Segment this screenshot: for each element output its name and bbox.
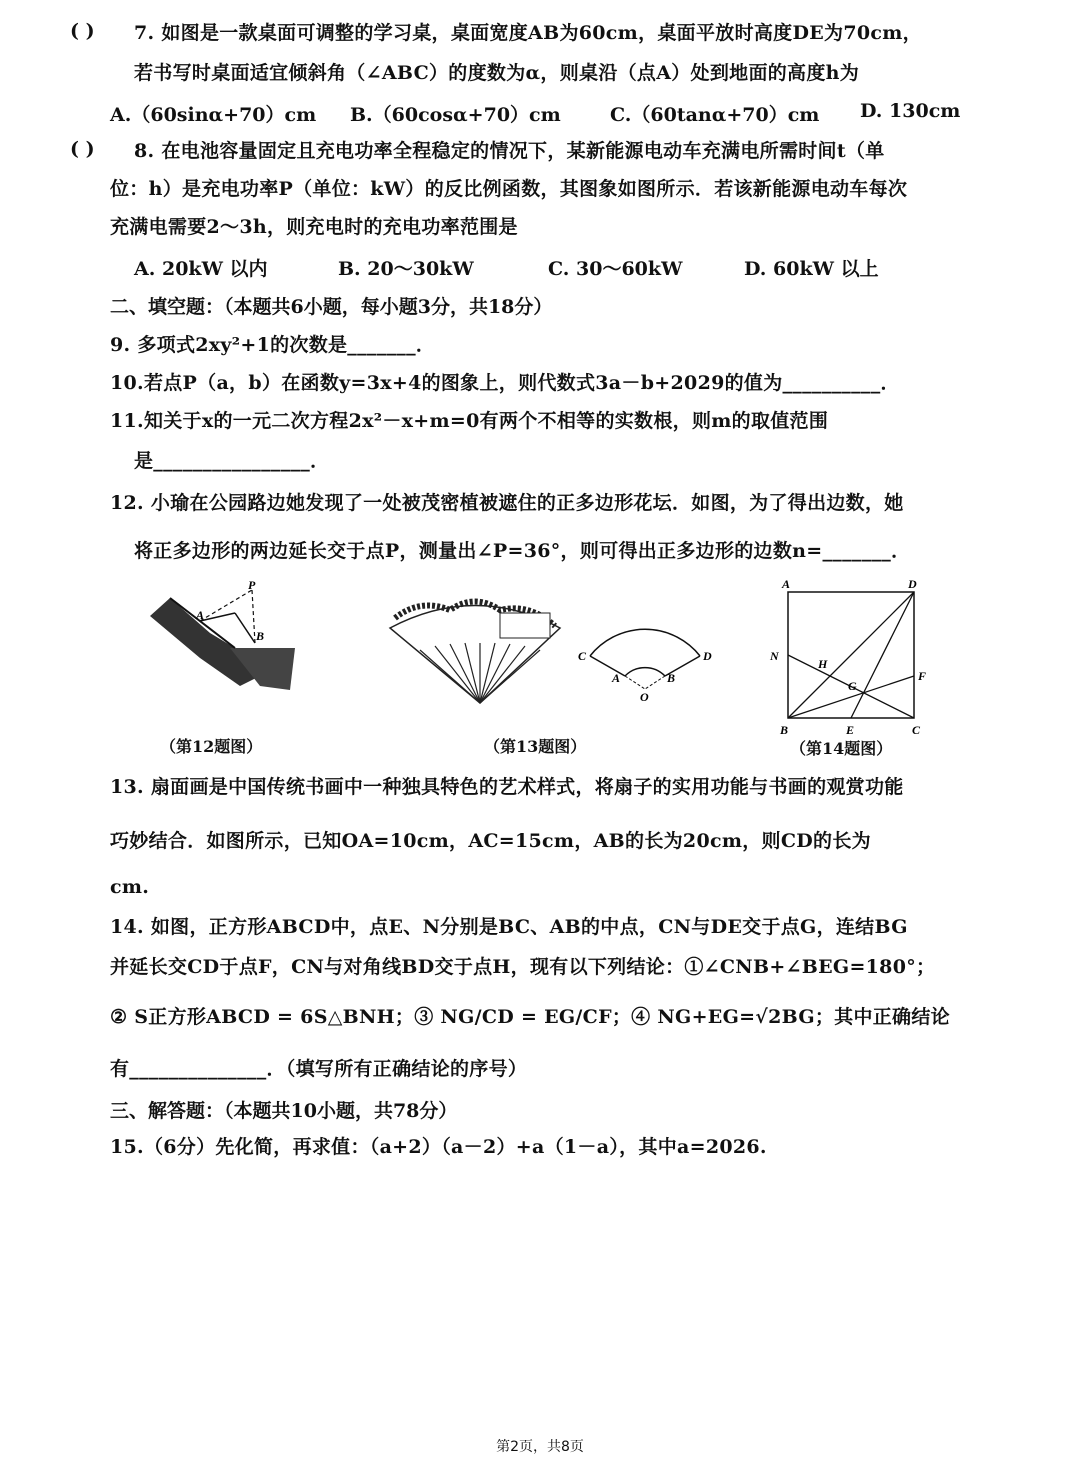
q8-option-a: A. 20kW 以内	[134, 258, 268, 280]
q11-line2: 是________________．	[134, 450, 330, 472]
q8-line3: 充满电需要2～3h，则充电时的充电功率范围是	[110, 216, 518, 238]
q7-line2: 若书写时桌面适宜倾斜角（∠ABC）的度数为α，则桌沿（点A）处到地面的高度h为	[134, 62, 860, 84]
q14-line3: ② S正方形ABCD = 6S△BNH；③ NG/CD = EG/CF；④ NG+EG=√2BG；其中正确结论	[110, 1006, 950, 1028]
q15-text: 15.（6分）先化简，再求值：（a+2）（a－2）+a（1－a），其中a=2026.	[110, 1136, 767, 1158]
fig13-label-o: O	[640, 690, 649, 704]
fig12-hedge-left	[150, 598, 260, 686]
fig13-label-c: C	[578, 649, 587, 663]
fig14-label-d: D	[908, 577, 917, 591]
fig14-label-f: F	[918, 669, 927, 683]
q7-option-a: A.（60sinα+70）cm	[110, 104, 317, 126]
fig14-label-b: B	[780, 723, 789, 737]
fig13-sector-diagram	[570, 624, 720, 704]
q8-option-b: B. 20～30kW	[338, 258, 474, 280]
fig14-diagonal-bd	[788, 592, 914, 718]
q7-option-b: B.（60cosα+70）cm	[350, 104, 561, 126]
fig12-caption: （第12题图）	[160, 737, 263, 756]
q7-option-d: D. 130cm	[860, 100, 961, 122]
fig12-flower-bed-diagram	[140, 578, 310, 696]
q13-line1: 13. 扇面画是中国传统书画中一种独具特色的艺术样式，将扇子的实用功能与书画的观赏功能	[110, 776, 904, 798]
fig14-label-e: E	[846, 723, 855, 737]
fig12-extension-line-b	[252, 590, 255, 643]
fig14-caption: （第14题图）	[790, 739, 893, 758]
q8-line2: 位：h）是充电功率P（单位：kW）的反比例函数，其图象如图所示．若该新能源电动车每次	[110, 178, 908, 200]
q10-text: 10.若点P（a，b）在函数y=3x+4的图象上，则代数式3a－b+2029的值为__________．	[110, 372, 900, 394]
section-solution-title: 三、解答题：（本题共10小题，共78分）	[110, 1100, 458, 1122]
fig13-label-a: A	[612, 671, 621, 685]
q8-option-c: C. 30～60kW	[548, 258, 683, 280]
q8-option-d: D. 60kW 以上	[744, 258, 879, 280]
q8-line1: 8. 在电池容量固定且充电功率全程稳定的情况下，某新能源电动车充满电所需时间t（单	[134, 140, 885, 162]
q11-line1: 11.知关于x的一元二次方程2x²－x+m=0有两个不相等的实数根，则m的取值范围	[110, 410, 829, 432]
fig13-calligraphy-block	[500, 613, 550, 638]
fig14-label-g: G	[848, 679, 857, 693]
fig13-label-b: B	[667, 671, 676, 685]
fig12-label-p: P	[248, 578, 256, 592]
fig14-label-n: N	[770, 649, 779, 663]
fig13-fan-painting	[380, 588, 570, 708]
fig13-arc-cd	[590, 629, 700, 656]
q14-line2: 并延长交CD于点F，CN与对角线BD交于点H，现有以下列结论：①∠CNB+∠BEG=180°；	[110, 956, 936, 978]
fig14-label-h: H	[818, 657, 828, 671]
fig14-label-a: A	[782, 577, 791, 591]
fig14-label-c: C	[912, 723, 921, 737]
page-footer: 第2页，共8页	[496, 1439, 584, 1455]
fig12-label-b: B	[256, 629, 265, 643]
q7-line1: 7. 如图是一款桌面可调整的学习桌，桌面宽度AB为60cm，桌面平放时高度DE为70cm，	[134, 22, 922, 44]
fig13-label-d: D	[703, 649, 712, 663]
fig13-arc-ab	[625, 668, 665, 676]
q7-answer-bracket[interactable]: ( )	[70, 20, 95, 42]
q8-answer-bracket[interactable]: ( )	[70, 138, 95, 160]
section-fill-in-title: 二、填空题：（本题共6小题，每小题3分，共18分）	[110, 296, 553, 318]
q13-line3: cm.	[110, 876, 150, 898]
fig14-line-de	[851, 592, 914, 718]
q14-line4: 有______________．（填写所有正确结论的序号）	[110, 1058, 528, 1080]
fig12-extension-line-a	[200, 590, 252, 621]
q14-line1: 14. 如图，正方形ABCD中，点E、N分别是BC、AB的中点，CN与DE交于点G，连结BG	[110, 916, 908, 938]
q13-line2: 巧妙结合．如图所示，已知OA=10cm，AC=15cm，AB的长为20cm，则CD的长为	[110, 830, 871, 852]
q9-text: 9. 多项式2xy²+1的次数是_______．	[110, 334, 436, 356]
fig13-caption: （第13题图）	[484, 737, 587, 756]
fig14-square-diagram	[760, 574, 940, 742]
q12-line1: 12. 小瑜在公园路边她发现了一处被茂密植被遮住的正多边形花坛．如图，为了得出边数，她	[110, 492, 904, 514]
q7-option-c: C.（60tanα+70）cm	[610, 104, 820, 126]
fig12-label-a: A	[196, 608, 205, 622]
q12-line2: 将正多边形的两边延长交于点P，测量出∠P=36°，则可得出正多边形的边数n=_______．	[134, 540, 911, 562]
